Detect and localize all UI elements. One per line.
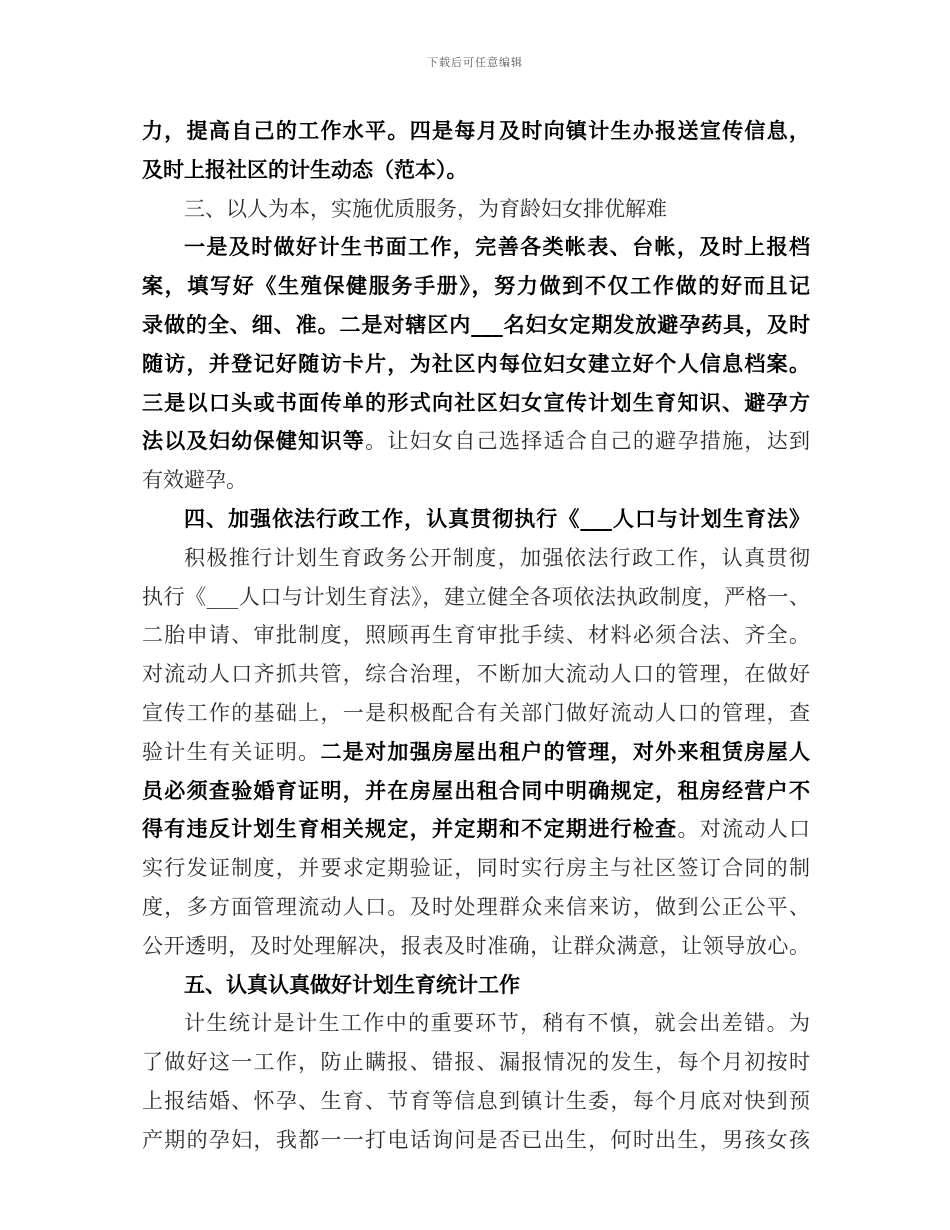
text-segment: 。让妇女自己选择适合自己的避孕措施，达到 xyxy=(365,429,811,454)
text-line xyxy=(142,772,810,811)
text-segment: 计生统计是计生工作中的重要环节，稍有不慎，就会出差错。为 xyxy=(184,1011,810,1036)
text-segment: 执行《___人口与计划生育法》，建立健全各项依法执政制度，严格一、 xyxy=(142,584,810,609)
text-segment: 有效避孕。 xyxy=(142,468,247,493)
text-segment: 积极推行计划生育政务公开制度，加强依法行政工作，认真贯彻 xyxy=(184,545,810,570)
text-segment: 。对流动人口 xyxy=(677,817,811,842)
text-line xyxy=(142,1082,810,1121)
text-segment: 产期的孕妇，我都一一打电话询问是否已出生，何时出生，男孩女孩 xyxy=(142,1127,810,1152)
text-line xyxy=(142,306,810,345)
text-segment: 五、认真认真做好计划生育统计工作 xyxy=(184,972,520,997)
text-line xyxy=(142,616,810,655)
text-line xyxy=(142,190,810,229)
text-line xyxy=(142,966,810,1005)
text-segment: 三、以人为本，实施优质服务，为育龄妇女排优解难 xyxy=(184,196,667,221)
text-line xyxy=(142,151,810,190)
text-segment: 员必须查验婚育证明，并在房屋出租合同中明确规定，租房经营户不 xyxy=(142,778,810,803)
text-segment: 录做的全、细、准。二是对辖区内___名妇女定期发放避孕药具，及时 xyxy=(142,312,810,337)
text-segment: 一是及时做好计生书面工作，完善各类帐表、台帐，及时上报档 xyxy=(184,235,810,260)
text-line xyxy=(142,422,810,461)
text-line xyxy=(142,849,810,888)
text-segment: 了做好这一工作，防止瞒报、错报、漏报情况的发生，每个月初按时 xyxy=(142,1050,810,1075)
text-segment: 上报结婚、怀孕、生育、节育等信息到镇计生委，每个月底对快到预 xyxy=(142,1088,810,1113)
text-line xyxy=(142,733,810,772)
text-segment: 公开透明，及时处理解决，报表及时准确，让群众满意，让领导放心。 xyxy=(142,933,810,958)
text-segment: 及时上报社区的计生动态（范本）。 xyxy=(142,157,468,182)
header-note: 下载后可任意编辑 xyxy=(427,56,523,69)
text-line xyxy=(142,810,810,849)
text-line xyxy=(142,1004,810,1043)
text-line xyxy=(142,888,810,927)
text-segment: 法以及妇幼保健知识等 xyxy=(142,429,366,454)
text-segment: 验计生有关证明。 xyxy=(142,739,321,764)
text-line xyxy=(142,384,810,423)
text-line xyxy=(142,228,810,267)
text-line xyxy=(142,927,810,966)
text-line xyxy=(142,539,810,578)
text-line xyxy=(142,500,810,539)
text-segment: 力，提高自己的工作水平。四是每月及时向镇计生办报送宣传信息， xyxy=(142,119,810,143)
text-line xyxy=(142,345,810,384)
text-segment: 四、加强依法行政工作，认真贯彻执行《___人口与计划生育法》 xyxy=(184,506,810,531)
text-segment: 三是以口头或书面传单的形式向社区妇女宣传计划生育知识、避孕方 xyxy=(142,390,810,415)
text-segment: 二胎申请、审批制度，照顾再生育审批手续、材料必须合法、齐全。 xyxy=(142,623,810,648)
text-segment: 案，填写好《生殖保健服务手册》，努力做到不仅工作做的好而且记 xyxy=(142,274,810,299)
text-segment: 得有违反计划生育相关规定，并定期和不定期进行检查 xyxy=(142,817,678,842)
text-segment: 二是对加强房屋出租户的管理，对外来租赁房屋人 xyxy=(320,739,810,764)
text-segment: 随访，并登记好随访卡片，为社区内每位妇女建立好个人信息档案。 xyxy=(142,351,810,376)
text-segment: 实行发证制度，并要求定期验证，同时实行房主与社区签订合同的制 xyxy=(142,856,810,881)
text-segment: 度，多方面管理流动人口。及时处理群众来信来访，做到公正公平、 xyxy=(142,894,810,919)
document-body xyxy=(142,112,810,1160)
text-line xyxy=(142,267,810,306)
text-segment: 对流动人口齐抓共管，综合治理，不断加大流动人口的管理，在做好 xyxy=(142,662,810,687)
text-line xyxy=(142,655,810,694)
text-line xyxy=(142,694,810,733)
text-segment: 宣传工作的基础上，一是积极配合有关部门做好流动人口的管理，查 xyxy=(142,700,810,725)
text-line xyxy=(142,578,810,617)
text-line xyxy=(142,1121,810,1160)
text-line xyxy=(142,1043,810,1082)
text-line xyxy=(142,112,810,151)
text-line xyxy=(142,461,810,500)
